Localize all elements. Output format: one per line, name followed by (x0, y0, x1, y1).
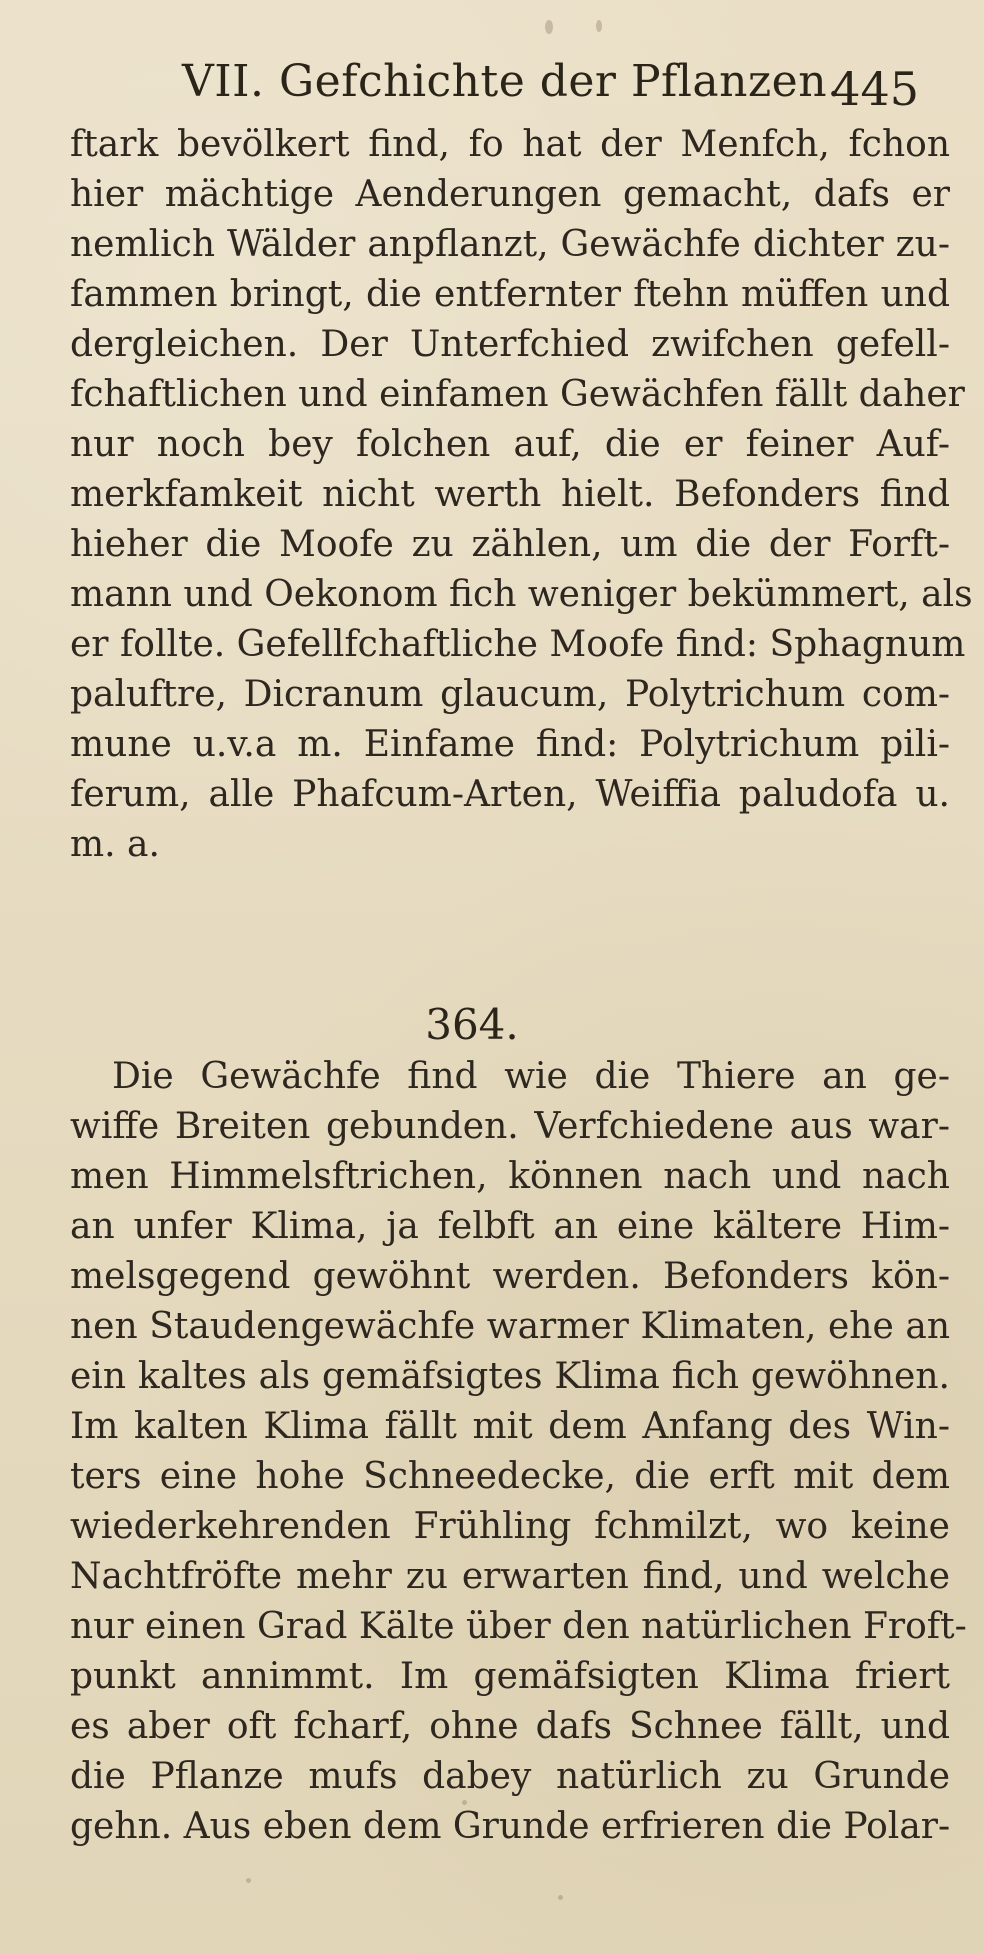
text-line: paluftre, Dicranum glaucum, Polytrichum com- (70, 674, 950, 715)
text-line: mann und Oekonom fich weniger bekümmert, als (70, 574, 973, 615)
text-line: hieher die Moofe zu zählen, um die der Forft- (70, 524, 950, 565)
paper-spot (545, 20, 553, 34)
text-line: ein kaltes als gemäfsigtes Klima fich gewöhnen. (70, 1356, 950, 1397)
running-head: VII. Gefchichte der Pflanzen. (182, 56, 842, 107)
text-line: ferum, alle Phafcum-Arten, Weiffia paludofa u. (70, 774, 950, 815)
text-line: Im kalten Klima fällt mit dem Anfang des Win- (70, 1406, 950, 1447)
paper-spot (246, 1878, 251, 1883)
page-number: 445 (831, 62, 919, 116)
text-line: m. a. (70, 824, 160, 865)
text-line: nen Staudengewächfe warmer Klimaten, ehe an (70, 1306, 950, 1347)
text-line: es aber oft fcharf, ohne dafs Schnee fällt, und (70, 1706, 950, 1747)
text-line: dergleichen. Der Unterfchied zwifchen gefell- (70, 324, 950, 365)
section-number (0, 1000, 984, 1049)
text-line: ftark bevölkert find, fo hat der Menfch, fchon (70, 124, 950, 165)
text-line: ters eine hohe Schneedecke, die erft mit dem (70, 1456, 950, 1497)
paper-spot (596, 20, 602, 32)
text-line: nur noch bey folchen auf, die er feiner Auf- (70, 424, 950, 465)
text-line: hier mächtige Aenderungen gemacht, dafs er (70, 174, 950, 215)
page-header (0, 48, 984, 118)
section-number-text: 364. (425, 1000, 519, 1049)
text-line: punkt annimmt. Im gemäfsigten Klima friert (70, 1656, 950, 1697)
text-line: gehn. Aus eben dem Grunde erfrieren die Polar- (70, 1806, 951, 1847)
text-line: Nachtfröfte mehr zu erwarten find, und welche (70, 1556, 950, 1597)
text-line: fchaftlichen und einfamen Gewächfen fällt daher (70, 374, 965, 415)
section-2-text (70, 1052, 967, 1852)
text-line: nur einen Grad Kälte über den natürlichen Froft- (70, 1606, 967, 1647)
text-line: er follte. Gefellfchaftliche Moofe find: Sphagnum (70, 624, 966, 665)
text-line: wiffe Breiten gebunden. Verfchiedene aus war- (70, 1106, 950, 1147)
text-line: mune u.v.a m. Einfame find: Polytrichum pili- (70, 724, 950, 765)
text-line: an unfer Klima, ja felbft an eine kältere Him- (70, 1206, 950, 1247)
text-line: wiederkehrenden Frühling fchmilzt, wo keine (70, 1506, 950, 1547)
text-line: fammen bringt, die entfernter ftehn müffen und (70, 274, 950, 315)
paper-spot (558, 1895, 563, 1900)
section-1-text (70, 120, 973, 870)
text-line: merkfamkeit nicht werth hielt. Befonders find (70, 474, 950, 515)
text-line: melsgegend gewöhnt werden. Befonders kön- (70, 1256, 950, 1297)
text-line: Die Gewächfe find wie die Thiere an ge- (112, 1056, 950, 1097)
text-line: die Pflanze mufs dabey natürlich zu Grunde (70, 1756, 950, 1797)
text-line: men Himmelsftrichen, können nach und nach (70, 1156, 950, 1197)
text-line: nemlich Wälder anpflanzt, Gewächfe dichter zu- (70, 224, 950, 265)
